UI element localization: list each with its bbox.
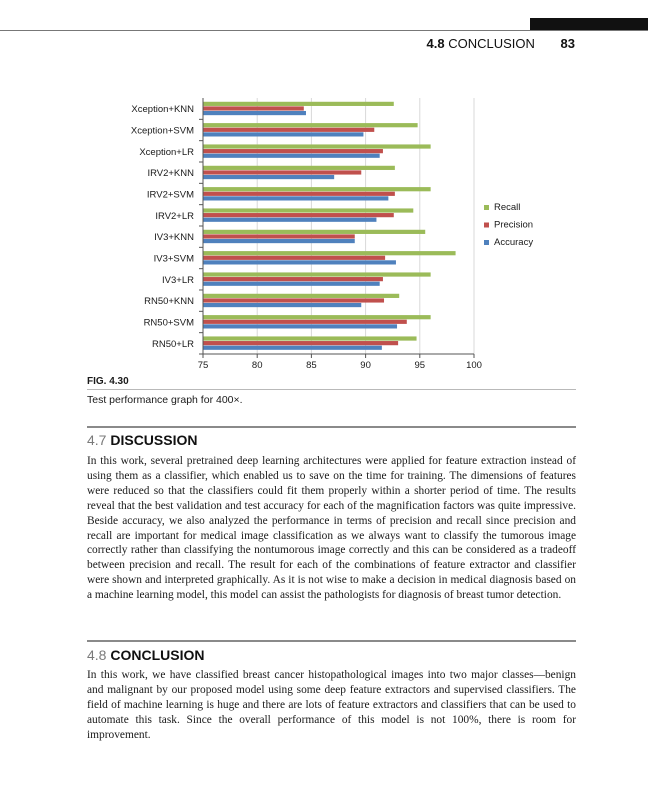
category-label: RN50+LR bbox=[152, 338, 194, 350]
bar-recall-irv2-lr bbox=[203, 208, 413, 212]
bar-precision-iv3-lr bbox=[203, 277, 383, 281]
figure-rule bbox=[87, 389, 576, 390]
bar-accuracy-iv3-lr bbox=[203, 282, 380, 286]
bar-recall-rn50-knn bbox=[203, 294, 399, 298]
section-rule-conclusion bbox=[87, 640, 576, 642]
bar-recall-rn50-svm bbox=[203, 315, 431, 319]
running-head-title: CONCLUSION bbox=[448, 36, 535, 51]
bar-precision-iv3-knn bbox=[203, 234, 355, 238]
bar-precision-xception-lr bbox=[203, 149, 383, 153]
bar-accuracy-xception-svm bbox=[203, 132, 363, 136]
legend-label-recall: Recall bbox=[494, 202, 521, 213]
bar-recall-iv3-lr bbox=[203, 272, 431, 276]
category-label: IRV2+KNN bbox=[147, 168, 194, 180]
conclusion-paragraph: In this work, we have classified breast cancer histopathological images into two major classes—benign and malignant by our proposed model using some deep feature extractors and supervised classifiers. The field of machine learning is huge and there are lots of feature extractors and classifiers that can be used to automate this task. Since the overall performance of this model is not 100%, there is room for improvement. bbox=[87, 669, 576, 741]
x-tick-label: 95 bbox=[414, 360, 426, 371]
category-label: IV3+SVM bbox=[153, 253, 194, 265]
x-tick-label: 90 bbox=[360, 360, 371, 371]
bar-precision-xception-svm bbox=[203, 128, 374, 132]
section-rule-discussion bbox=[87, 426, 576, 428]
section-number: 4.8 bbox=[87, 647, 107, 663]
figure-label: FIG. 4.30 bbox=[87, 376, 129, 387]
section-title: CONCLUSION bbox=[110, 647, 205, 663]
bar-accuracy-irv2-knn bbox=[203, 175, 334, 179]
legend-swatch-recall bbox=[484, 205, 489, 210]
bar-accuracy-rn50-lr bbox=[203, 346, 382, 350]
category-label: RN50+SVM bbox=[143, 317, 194, 329]
x-tick-label: 100 bbox=[466, 360, 482, 371]
bar-recall-rn50-lr bbox=[203, 336, 417, 340]
bar-accuracy-rn50-knn bbox=[203, 303, 361, 307]
bar-accuracy-iv3-svm bbox=[203, 260, 396, 264]
category-label: IV3+LR bbox=[162, 274, 194, 286]
top-bar bbox=[0, 0, 648, 34]
bar-recall-iv3-knn bbox=[203, 230, 425, 234]
legend-label-accuracy: Accuracy bbox=[494, 237, 534, 248]
category-label: IRV2+LR bbox=[155, 210, 194, 222]
bar-accuracy-rn50-svm bbox=[203, 324, 397, 328]
bar-precision-irv2-svm bbox=[203, 192, 395, 196]
bar-accuracy-xception-knn bbox=[203, 111, 306, 115]
legend-label-precision: Precision bbox=[494, 219, 534, 231]
x-tick-label: 85 bbox=[306, 360, 317, 371]
bar-recall-irv2-knn bbox=[203, 166, 395, 170]
category-label: IRV2+SVM bbox=[146, 189, 194, 201]
bar-precision-rn50-lr bbox=[203, 341, 398, 345]
bar-precision-iv3-svm bbox=[203, 256, 385, 260]
section-number: 4.7 bbox=[87, 432, 107, 448]
header-black-tab bbox=[530, 18, 648, 30]
bar-recall-xception-svm bbox=[203, 123, 418, 127]
bar-recall-iv3-svm bbox=[203, 251, 456, 255]
header-rule bbox=[0, 30, 648, 31]
x-tick-label: 75 bbox=[197, 360, 209, 371]
bar-accuracy-irv2-lr bbox=[203, 218, 376, 222]
x-tick-label: 80 bbox=[251, 360, 263, 371]
page-number: 83 bbox=[560, 36, 575, 51]
legend-swatch-accuracy bbox=[484, 240, 489, 245]
bar-recall-xception-lr bbox=[203, 144, 431, 148]
bar-precision-rn50-svm bbox=[203, 320, 407, 324]
figure-caption: Test performance graph for 400×. bbox=[87, 394, 243, 406]
category-label: RN50+KNN bbox=[144, 296, 194, 308]
category-label: Xception+LR bbox=[139, 146, 194, 158]
category-label: Xception+KNN bbox=[131, 104, 194, 116]
bar-precision-rn50-knn bbox=[203, 298, 384, 302]
discussion-paragraph: In this work, several pretrained deep learning architectures were applied for feature extraction instead of using them as a classifier, which enabled us to save on the time for training. The dimensions of features were reduced so that the classifiers could fit them properly within a shorter period of time. The results reveal that the best validation and test accuracy for each of the magnification factors was quite impressive. Beside accuracy, we also analyzed the performance in terms of precision and recall since precision and recall are important for medical image classification as we always want to classify the tumorous image correctly rather than classifying the nontumorous image correctly and this can be considered as a tradeoff between precision and recall. The result for each of the combinations of feature extractor and classifier were shown and interpreted graphically. As it is not wise to make a decision in medical diagnosis based on a machine learning model, this model can assist the pathologists for diagnosis of breast tumor detection. bbox=[87, 455, 576, 602]
bar-accuracy-xception-lr bbox=[203, 154, 380, 158]
category-label: Xception+SVM bbox=[130, 125, 194, 137]
bar-recall-xception-knn bbox=[203, 102, 394, 106]
bar-accuracy-irv2-svm bbox=[203, 196, 388, 200]
performance-bar-chart bbox=[85, 90, 555, 375]
section-heading-discussion bbox=[87, 432, 197, 448]
bar-precision-irv2-lr bbox=[203, 213, 394, 217]
bar-accuracy-iv3-knn bbox=[203, 239, 355, 243]
section-heading-conclusion bbox=[87, 647, 204, 663]
category-label: IV3+KNN bbox=[154, 232, 194, 244]
bar-precision-irv2-knn bbox=[203, 170, 361, 174]
bar-precision-xception-knn bbox=[203, 106, 304, 110]
bar-recall-irv2-svm bbox=[203, 187, 431, 191]
running-head bbox=[427, 36, 575, 51]
section-title: DISCUSSION bbox=[110, 432, 198, 448]
legend-swatch-precision bbox=[484, 223, 489, 228]
running-head-number: 4.8 bbox=[426, 36, 445, 51]
